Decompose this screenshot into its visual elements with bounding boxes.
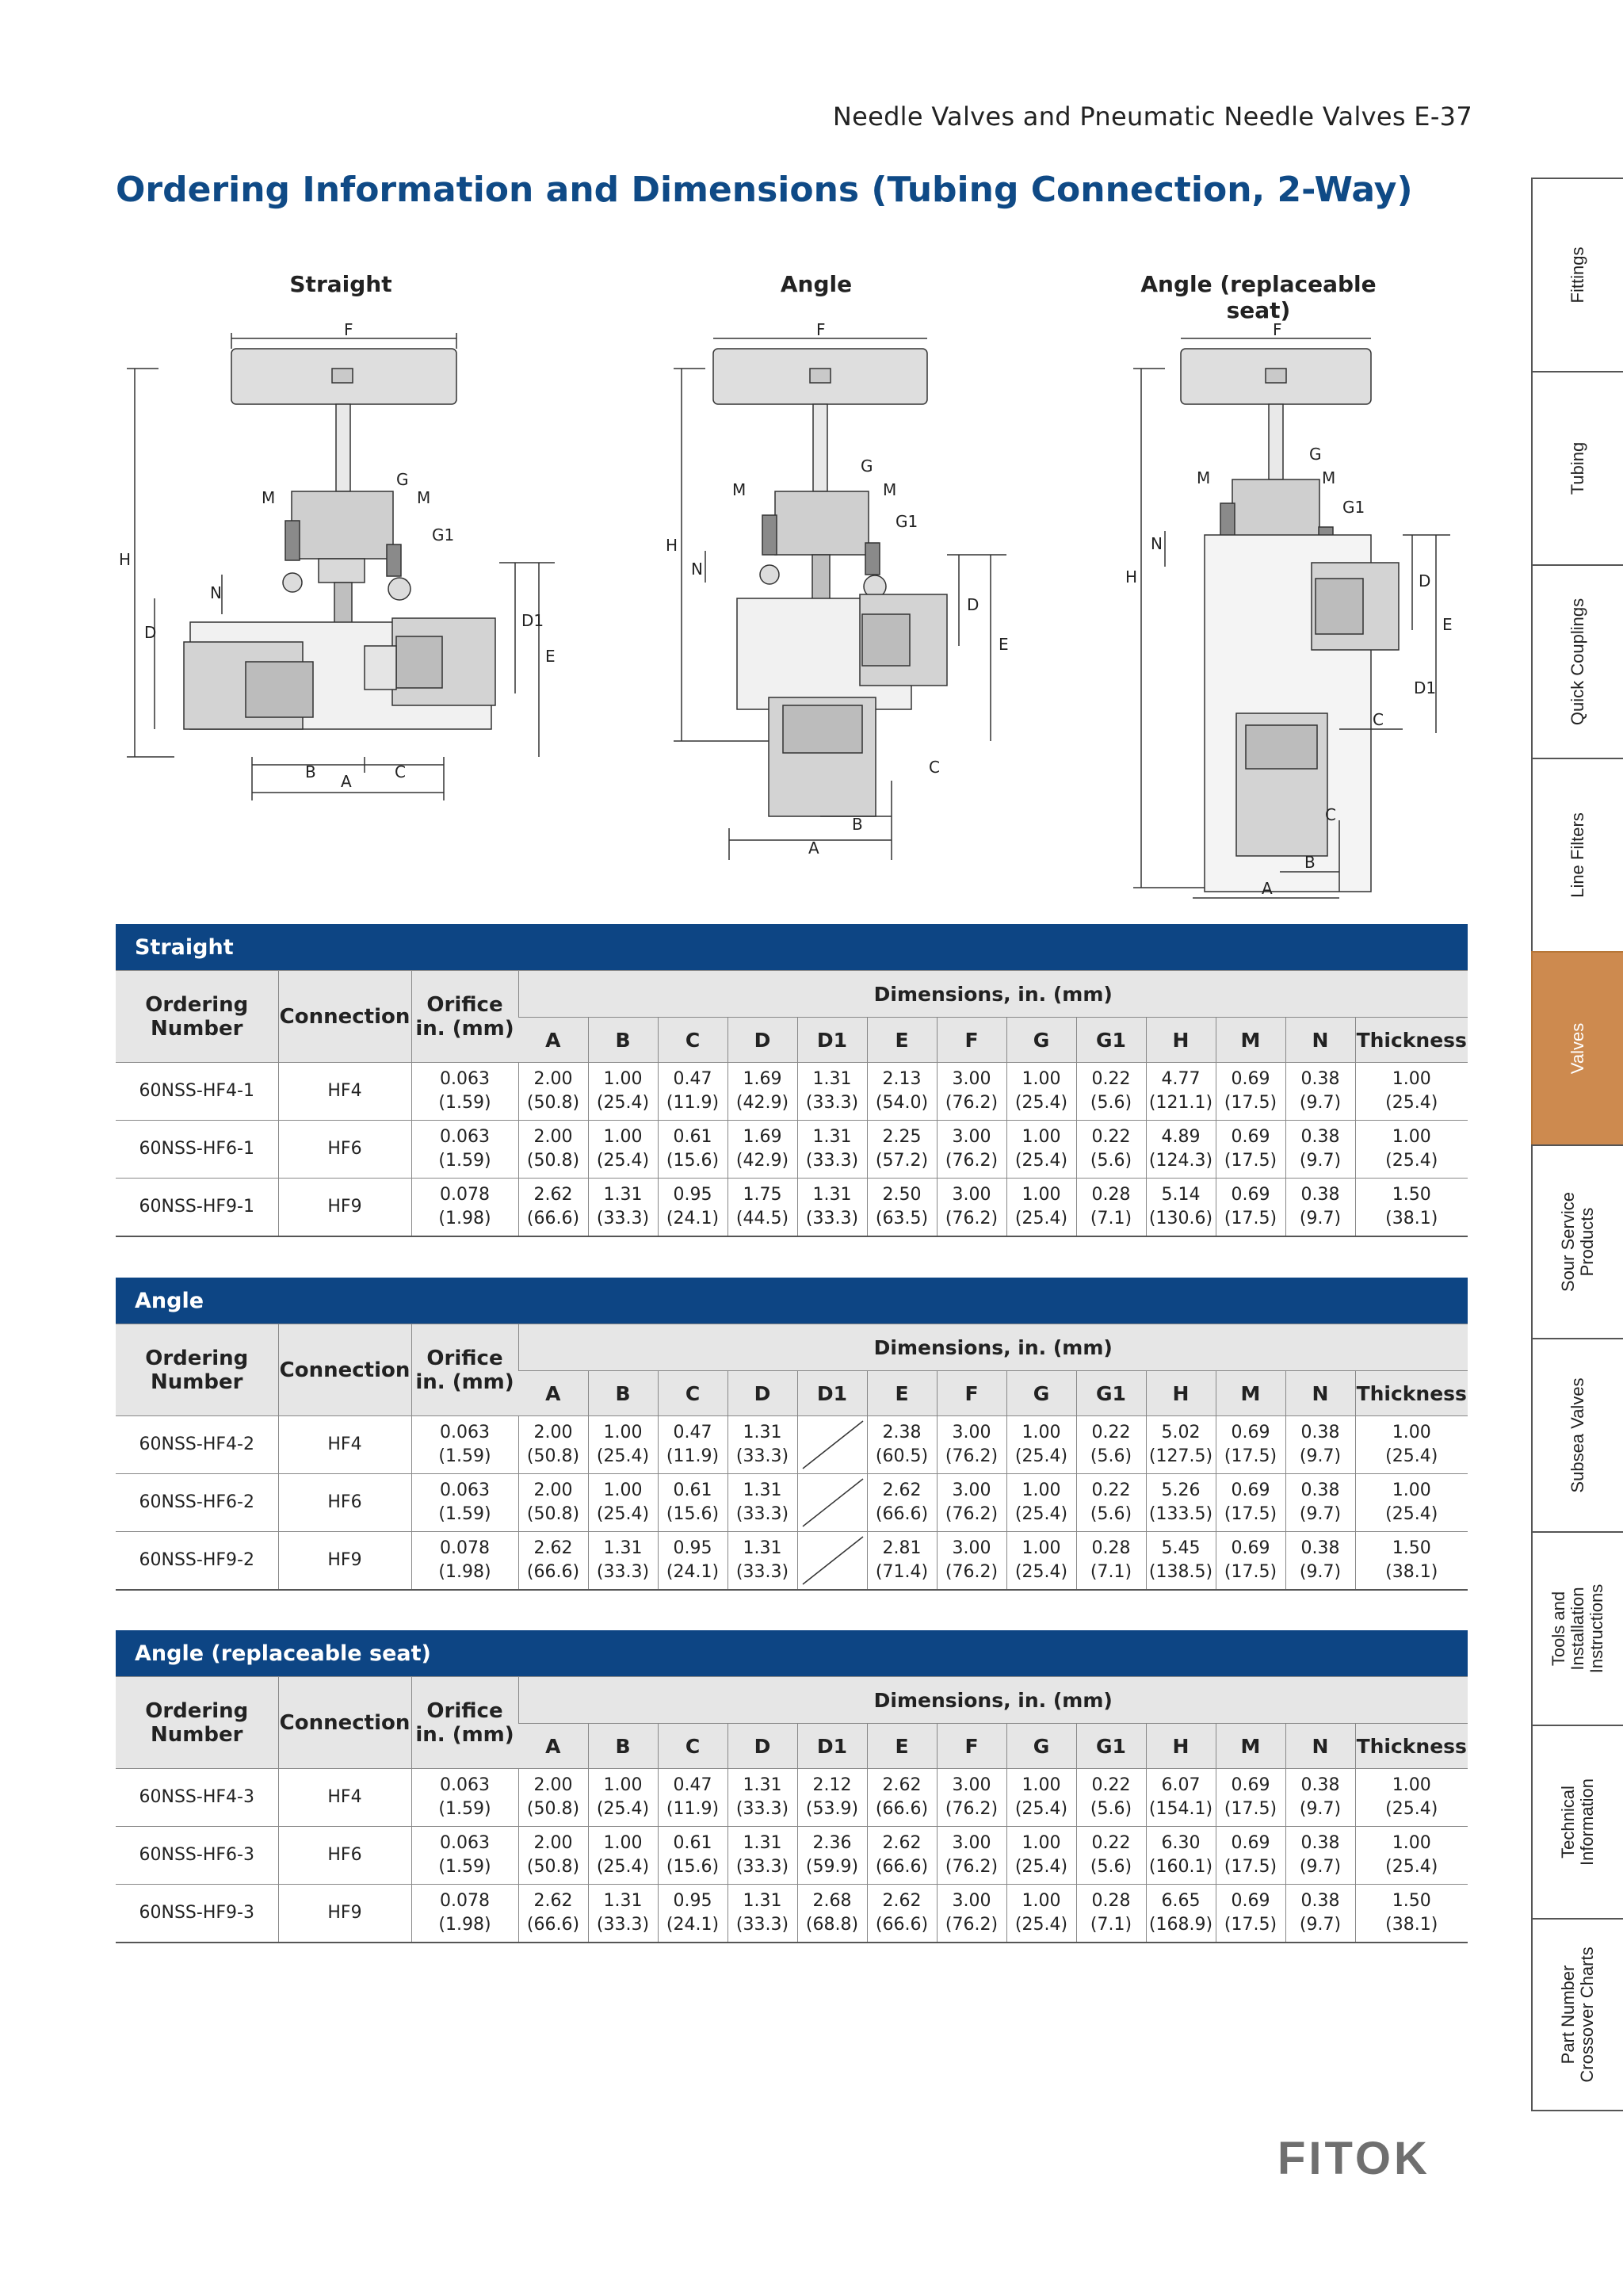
dim-value-a: 2.00 (50.8): [518, 1063, 588, 1121]
dim-value-d1: 2.12 (53.9): [797, 1769, 867, 1827]
dim-value-h: 5.02 (127.5): [1146, 1416, 1216, 1474]
dim-value-e: 2.25 (57.2): [867, 1121, 937, 1179]
dim-label-A: A: [808, 839, 819, 858]
dim-value-f: 3.00 (76.2): [937, 1885, 1006, 1943]
dim-value-d: 1.75 (44.5): [727, 1179, 797, 1237]
header-dimensions: Dimensions, in. (mm): [518, 1324, 1468, 1371]
dim-value-n: 0.38 (9.7): [1285, 1769, 1355, 1827]
side-tab-part-number[interactable]: [1531, 1918, 1623, 2111]
dim-label-D: D: [967, 595, 980, 614]
dim-value-b: 1.00 (25.4): [588, 1474, 658, 1532]
dim-value-h: 4.77 (121.1): [1146, 1063, 1216, 1121]
header-connection: Connection: [278, 1677, 411, 1769]
dim-value-m: 0.69 (17.5): [1216, 1416, 1285, 1474]
table-row: [116, 1769, 1468, 1827]
diagram-caption-angle-replaceable-seat: Angle (replaceable seat): [1140, 271, 1377, 323]
dim-value-c: 0.61 (15.6): [658, 1121, 727, 1179]
running-header: Needle Valves and Pneumatic Needle Valves E-37: [832, 101, 1472, 132]
header-dim-thickness: Thickness: [1355, 1371, 1468, 1416]
page-title: Ordering Information and Dimensions (Tubing Connection, 2-Way): [116, 170, 1413, 210]
side-tab-line-filters[interactable]: [1531, 758, 1623, 951]
dim-value-e: 2.81 (71.4): [867, 1532, 937, 1591]
header-dim-d1: D1: [797, 1724, 867, 1769]
connection-value: HF9: [278, 1179, 411, 1237]
table-row: [116, 1532, 1468, 1591]
dim-label-M: M: [262, 488, 276, 507]
orifice-value: 0.078 (1.98): [411, 1885, 518, 1943]
diagram-angle: [658, 313, 1054, 868]
dim-label-A: A: [341, 772, 352, 791]
dim-value-e: 2.62 (66.6): [867, 1885, 937, 1943]
dim-value-a: 2.00 (50.8): [518, 1121, 588, 1179]
side-tab-label: Tools and Installation Instructions: [1549, 1584, 1606, 1674]
dim-label-N: N: [210, 583, 222, 602]
header-connection: Connection: [278, 1324, 411, 1416]
diagram-straight: [111, 313, 571, 820]
dim-value-n: 0.38 (9.7): [1285, 1474, 1355, 1532]
dim-value-c: 0.47 (11.9): [658, 1416, 727, 1474]
dim-value-f: 3.00 (76.2): [937, 1179, 1006, 1237]
dim-label-B: B: [1304, 853, 1316, 872]
orifice-value: 0.063 (1.59): [411, 1416, 518, 1474]
header-dim-e: E: [867, 1371, 937, 1416]
dim-value-m: 0.69 (17.5): [1216, 1063, 1285, 1121]
dim-value-c: 0.61 (15.6): [658, 1827, 727, 1885]
orifice-value: 0.078 (1.98): [411, 1179, 518, 1237]
dim-value-m: 0.69 (17.5): [1216, 1885, 1285, 1943]
part-number: 60NSS-HF6-2: [116, 1474, 278, 1532]
dim-label-H: H: [119, 550, 132, 569]
table-row: [116, 1474, 1468, 1532]
connection-value: HF4: [278, 1063, 411, 1121]
dim-value-g1: 0.22 (5.6): [1076, 1474, 1146, 1532]
dim-value-g1: 0.22 (5.6): [1076, 1416, 1146, 1474]
dim-value-a: 2.00 (50.8): [518, 1769, 588, 1827]
fitok-logo: FITOK: [1277, 2133, 1430, 2184]
dim-value-g: 1.00 (25.4): [1006, 1063, 1076, 1121]
dim-value-b: 1.00 (25.4): [588, 1769, 658, 1827]
side-tab-technical[interactable]: [1531, 1725, 1623, 1918]
dim-value-b: 1.00 (25.4): [588, 1063, 658, 1121]
dim-value-a: 2.62 (66.6): [518, 1532, 588, 1591]
dim-label-M: M: [1197, 468, 1211, 487]
header-dim-d1: D1: [797, 1371, 867, 1416]
orifice-value: 0.063 (1.59): [411, 1827, 518, 1885]
dim-label-E: E: [545, 647, 556, 666]
dim-label-H: H: [1125, 567, 1138, 586]
header-dim-h: H: [1146, 1018, 1216, 1063]
dim-value-d: 1.31 (33.3): [727, 1885, 797, 1943]
connection-value: HF6: [278, 1474, 411, 1532]
dim-value-d: 1.31 (33.3): [727, 1416, 797, 1474]
dim-value-d1: 2.36 (59.9): [797, 1827, 867, 1885]
side-tab-label: Valves: [1568, 1022, 1587, 1075]
table-section: [116, 1278, 1468, 1591]
dim-value-h: 5.26 (133.5): [1146, 1474, 1216, 1532]
dim-value-thickness: 1.00 (25.4): [1355, 1063, 1468, 1121]
part-number: 60NSS-HF9-2: [116, 1532, 278, 1591]
header-dim-g: G: [1006, 1724, 1076, 1769]
header-dim-a: A: [518, 1371, 588, 1416]
side-tab-tools-and[interactable]: [1531, 1531, 1623, 1725]
dim-label-G1: G1: [1342, 498, 1365, 517]
table-section-title: Straight: [116, 924, 1468, 970]
dim-value-n: 0.38 (9.7): [1285, 1063, 1355, 1121]
orifice-value: 0.063 (1.59): [411, 1769, 518, 1827]
dim-label-E: E: [1442, 615, 1453, 634]
part-number: 60NSS-HF9-3: [116, 1885, 278, 1943]
header-dim-thickness: Thickness: [1355, 1018, 1468, 1063]
dim-value-m: 0.69 (17.5): [1216, 1532, 1285, 1591]
dim-label-M: M: [1322, 468, 1336, 487]
dim-value-g: 1.00 (25.4): [1006, 1474, 1076, 1532]
side-tab-label: Part Number Crossover Charts: [1558, 1946, 1597, 2083]
dim-label-C: C: [1325, 805, 1336, 824]
header-dim-g: G: [1006, 1371, 1076, 1416]
dim-value-d1: 1.31 (33.3): [797, 1179, 867, 1237]
table-row: [116, 1179, 1468, 1237]
dim-value-g1: 0.28 (7.1): [1076, 1179, 1146, 1237]
dim-label-F: F: [344, 320, 353, 339]
dim-value-e: 2.38 (60.5): [867, 1416, 937, 1474]
dim-value-g1: 0.28 (7.1): [1076, 1532, 1146, 1591]
dim-label-C: C: [1373, 710, 1384, 729]
orifice-value: 0.063 (1.59): [411, 1474, 518, 1532]
dim-value-b: 1.00 (25.4): [588, 1416, 658, 1474]
dim-value-h: 4.89 (124.3): [1146, 1121, 1216, 1179]
dim-value-g: 1.00 (25.4): [1006, 1885, 1076, 1943]
dim-value-thickness: 1.50 (38.1): [1355, 1885, 1468, 1943]
section-side-nav: [1531, 178, 1623, 2111]
dim-value-d: 1.69 (42.9): [727, 1063, 797, 1121]
side-tab-label: Tubing: [1568, 441, 1587, 495]
connection-value: HF6: [278, 1827, 411, 1885]
side-tab-valves[interactable]: [1531, 951, 1623, 1144]
header-dim-m: M: [1216, 1724, 1285, 1769]
dim-value-thickness: 1.00 (25.4): [1355, 1769, 1468, 1827]
part-number: 60NSS-HF9-1: [116, 1179, 278, 1237]
dim-value-h: 6.30 (160.1): [1146, 1827, 1216, 1885]
dim-value-c: 0.47 (11.9): [658, 1769, 727, 1827]
dim-value-thickness: 1.50 (38.1): [1355, 1179, 1468, 1237]
header-dim-n: N: [1285, 1018, 1355, 1063]
dim-value-g: 1.00 (25.4): [1006, 1827, 1076, 1885]
dim-value-d: 1.31 (33.3): [727, 1474, 797, 1532]
dim-value-m: 0.69 (17.5): [1216, 1121, 1285, 1179]
dim-value-g: 1.00 (25.4): [1006, 1532, 1076, 1591]
dim-value-h: 5.14 (130.6): [1146, 1179, 1216, 1237]
dim-value-e: 2.13 (54.0): [867, 1063, 937, 1121]
header-dim-b: B: [588, 1724, 658, 1769]
dimension-table: [116, 1676, 1468, 1943]
header-dim-n: N: [1285, 1371, 1355, 1416]
diagram-angle-replaceable-seat: [1117, 313, 1466, 900]
dim-value-thickness: 1.00 (25.4): [1355, 1416, 1468, 1474]
dim-value-f: 3.00 (76.2): [937, 1769, 1006, 1827]
header-dim-a: A: [518, 1018, 588, 1063]
dim-label-M: M: [417, 488, 431, 507]
dim-label-C: C: [395, 762, 406, 781]
header-dim-g1: G1: [1076, 1724, 1146, 1769]
dim-value-d: 1.31 (33.3): [727, 1827, 797, 1885]
dimension-table: [116, 1324, 1468, 1591]
part-number: 60NSS-HF6-3: [116, 1827, 278, 1885]
diagonal-slash-icon: [798, 1416, 868, 1473]
diagram-caption-angle: Angle: [780, 271, 853, 297]
dim-label-H: H: [666, 536, 678, 555]
dim-label-N: N: [691, 560, 703, 579]
header-dim-h: H: [1146, 1724, 1216, 1769]
dim-value-g1: 0.22 (5.6): [1076, 1063, 1146, 1121]
dim-label-C: C: [929, 758, 940, 777]
header-dim-b: B: [588, 1018, 658, 1063]
diagonal-slash-icon: [798, 1532, 868, 1589]
table-row: [116, 1885, 1468, 1943]
dim-value-f: 3.00 (76.2): [937, 1121, 1006, 1179]
dim-value-f: 3.00 (76.2): [937, 1827, 1006, 1885]
dim-value-d1: 1.31 (33.3): [797, 1121, 867, 1179]
header-dim-f: F: [937, 1018, 1006, 1063]
dim-value-h: 5.45 (138.5): [1146, 1532, 1216, 1591]
dim-value-e: 2.50 (63.5): [867, 1179, 937, 1237]
orifice-value: 0.078 (1.98): [411, 1532, 518, 1591]
dim-value-c: 0.95 (24.1): [658, 1179, 727, 1237]
side-tab-label: Sour Service Products: [1558, 1192, 1597, 1292]
dim-value-g: 1.00 (25.4): [1006, 1179, 1076, 1237]
part-number: 60NSS-HF4-2: [116, 1416, 278, 1474]
dim-label-G: G: [861, 457, 873, 476]
header-dim-c: C: [658, 1018, 727, 1063]
table-row: [116, 1827, 1468, 1885]
header-dim-n: N: [1285, 1724, 1355, 1769]
part-number: 60NSS-HF4-3: [116, 1769, 278, 1827]
dim-label-D: D: [144, 623, 157, 642]
header-dim-d: D: [727, 1018, 797, 1063]
dim-value-d1: 2.68 (68.8): [797, 1885, 867, 1943]
dim-value-e: 2.62 (66.6): [867, 1769, 937, 1827]
side-tab-label: Technical Information: [1558, 1778, 1597, 1866]
side-tab-label: Subsea Valves: [1568, 1377, 1587, 1493]
dim-value-e: 2.62 (66.6): [867, 1474, 937, 1532]
dim-value-a: 2.62 (66.6): [518, 1179, 588, 1237]
dim-value-g: 1.00 (25.4): [1006, 1121, 1076, 1179]
orifice-value: 0.063 (1.59): [411, 1121, 518, 1179]
dim-value-g: 1.00 (25.4): [1006, 1416, 1076, 1474]
dim-value-n: 0.38 (9.7): [1285, 1827, 1355, 1885]
dim-label-M: M: [883, 480, 897, 499]
header-dim-m: M: [1216, 1018, 1285, 1063]
header-dim-f: F: [937, 1371, 1006, 1416]
table-section-title: Angle: [116, 1278, 1468, 1324]
header-dim-thickness: Thickness: [1355, 1724, 1468, 1769]
dim-label-D1: D1: [521, 611, 544, 630]
header-dim-g: G: [1006, 1018, 1076, 1063]
header-dim-f: F: [937, 1724, 1006, 1769]
dim-value-g1: 0.22 (5.6): [1076, 1769, 1146, 1827]
part-number: 60NSS-HF4-1: [116, 1063, 278, 1121]
side-tab-sour-service[interactable]: [1531, 1144, 1623, 1338]
dim-value-c: 0.95 (24.1): [658, 1885, 727, 1943]
connection-value: HF4: [278, 1416, 411, 1474]
dim-value-a: 2.00 (50.8): [518, 1827, 588, 1885]
connection-value: HF9: [278, 1532, 411, 1591]
not-applicable-cell: [797, 1532, 867, 1591]
diagram-caption-straight: Straight: [289, 271, 392, 297]
dim-label-B: B: [305, 762, 316, 781]
dim-label-G1: G1: [432, 525, 455, 544]
dim-value-e: 2.62 (66.6): [867, 1827, 937, 1885]
side-tab-fittings[interactable]: [1531, 178, 1623, 371]
header-dim-c: C: [658, 1724, 727, 1769]
dim-value-d: 1.31 (33.3): [727, 1769, 797, 1827]
side-tab-label: Quick Couplings: [1568, 598, 1587, 726]
dim-value-n: 0.38 (9.7): [1285, 1885, 1355, 1943]
dim-value-b: 1.00 (25.4): [588, 1121, 658, 1179]
table-section-title: Angle (replaceable seat): [116, 1630, 1468, 1676]
dim-label-E: E: [999, 635, 1009, 654]
dim-value-n: 0.38 (9.7): [1285, 1532, 1355, 1591]
header-connection: Connection: [278, 971, 411, 1063]
dim-label-A: A: [1262, 879, 1273, 898]
header-dim-a: A: [518, 1724, 588, 1769]
dim-value-f: 3.00 (76.2): [937, 1474, 1006, 1532]
dim-value-g: 1.00 (25.4): [1006, 1769, 1076, 1827]
table-section: [116, 1630, 1468, 1943]
part-number: 60NSS-HF6-1: [116, 1121, 278, 1179]
diagonal-slash-icon: [798, 1474, 868, 1531]
header-dim-e: E: [867, 1018, 937, 1063]
header-dimensions: Dimensions, in. (mm): [518, 1677, 1468, 1724]
dim-value-b: 1.31 (33.3): [588, 1179, 658, 1237]
dim-label-D: D: [1419, 571, 1431, 590]
dim-label-N: N: [1151, 534, 1163, 553]
table-row: [116, 1416, 1468, 1474]
dim-label-G1: G1: [896, 512, 918, 531]
header-dim-d: D: [727, 1371, 797, 1416]
dim-value-f: 3.00 (76.2): [937, 1063, 1006, 1121]
dim-value-c: 0.95 (24.1): [658, 1532, 727, 1591]
dim-value-thickness: 1.00 (25.4): [1355, 1827, 1468, 1885]
dim-value-a: 2.62 (66.6): [518, 1885, 588, 1943]
header-dim-d1: D1: [797, 1018, 867, 1063]
side-tab-tubing[interactable]: [1531, 371, 1623, 564]
dim-value-n: 0.38 (9.7): [1285, 1121, 1355, 1179]
dim-value-c: 0.61 (15.6): [658, 1474, 727, 1532]
dim-value-g1: 0.22 (5.6): [1076, 1827, 1146, 1885]
dim-label-F: F: [1273, 320, 1282, 339]
connection-value: HF6: [278, 1121, 411, 1179]
header-dim-e: E: [867, 1724, 937, 1769]
header-orifice: Orifice in. (mm): [411, 971, 518, 1063]
dim-value-m: 0.69 (17.5): [1216, 1474, 1285, 1532]
dim-value-m: 0.69 (17.5): [1216, 1179, 1285, 1237]
orifice-value: 0.063 (1.59): [411, 1063, 518, 1121]
dim-label-M: M: [732, 480, 747, 499]
header-ordering-number: Ordering Number: [116, 1324, 278, 1416]
table-row: [116, 1063, 1468, 1121]
side-tab-quick-couplings[interactable]: [1531, 564, 1623, 758]
dim-value-thickness: 1.50 (38.1): [1355, 1532, 1468, 1591]
header-ordering-number: Ordering Number: [116, 971, 278, 1063]
dim-label-F: F: [816, 320, 826, 339]
header-dim-c: C: [658, 1371, 727, 1416]
connection-value: HF9: [278, 1885, 411, 1943]
header-ordering-number: Ordering Number: [116, 1677, 278, 1769]
dim-value-c: 0.47 (11.9): [658, 1063, 727, 1121]
header-dim-g1: G1: [1076, 1371, 1146, 1416]
header-dimensions: Dimensions, in. (mm): [518, 971, 1468, 1018]
dim-value-n: 0.38 (9.7): [1285, 1416, 1355, 1474]
side-tab-label: Fittings: [1568, 246, 1587, 304]
dim-label-B: B: [852, 815, 863, 834]
dim-value-a: 2.00 (50.8): [518, 1416, 588, 1474]
header-dim-d: D: [727, 1724, 797, 1769]
connection-value: HF4: [278, 1769, 411, 1827]
dim-value-d: 1.69 (42.9): [727, 1121, 797, 1179]
dim-value-g1: 0.28 (7.1): [1076, 1885, 1146, 1943]
dim-value-a: 2.00 (50.8): [518, 1474, 588, 1532]
dim-value-d: 1.31 (33.3): [727, 1532, 797, 1591]
dim-value-h: 6.07 (154.1): [1146, 1769, 1216, 1827]
dim-value-m: 0.69 (17.5): [1216, 1769, 1285, 1827]
table-row: [116, 1121, 1468, 1179]
header-orifice: Orifice in. (mm): [411, 1677, 518, 1769]
dim-value-h: 6.65 (168.9): [1146, 1885, 1216, 1943]
dim-value-n: 0.38 (9.7): [1285, 1179, 1355, 1237]
dim-label-G: G: [396, 470, 409, 489]
header-dim-h: H: [1146, 1371, 1216, 1416]
dim-value-d1: 1.31 (33.3): [797, 1063, 867, 1121]
dim-value-thickness: 1.00 (25.4): [1355, 1474, 1468, 1532]
dim-value-m: 0.69 (17.5): [1216, 1827, 1285, 1885]
not-applicable-cell: [797, 1474, 867, 1532]
dim-value-b: 1.00 (25.4): [588, 1827, 658, 1885]
table-section: [116, 924, 1468, 1237]
dim-value-f: 3.00 (76.2): [937, 1416, 1006, 1474]
header-dim-g1: G1: [1076, 1018, 1146, 1063]
dim-value-thickness: 1.00 (25.4): [1355, 1121, 1468, 1179]
side-tab-label: Line Filters: [1568, 812, 1587, 898]
side-tab-subsea-valves[interactable]: [1531, 1338, 1623, 1531]
header-dim-m: M: [1216, 1371, 1285, 1416]
dim-value-b: 1.31 (33.3): [588, 1532, 658, 1591]
dim-value-f: 3.00 (76.2): [937, 1532, 1006, 1591]
dim-value-b: 1.31 (33.3): [588, 1885, 658, 1943]
not-applicable-cell: [797, 1416, 867, 1474]
dim-label-G: G: [1309, 445, 1322, 464]
header-orifice: Orifice in. (mm): [411, 1324, 518, 1416]
header-dim-b: B: [588, 1371, 658, 1416]
dim-label-D1: D1: [1414, 678, 1437, 697]
dim-value-g1: 0.22 (5.6): [1076, 1121, 1146, 1179]
dimension-table: [116, 970, 1468, 1237]
